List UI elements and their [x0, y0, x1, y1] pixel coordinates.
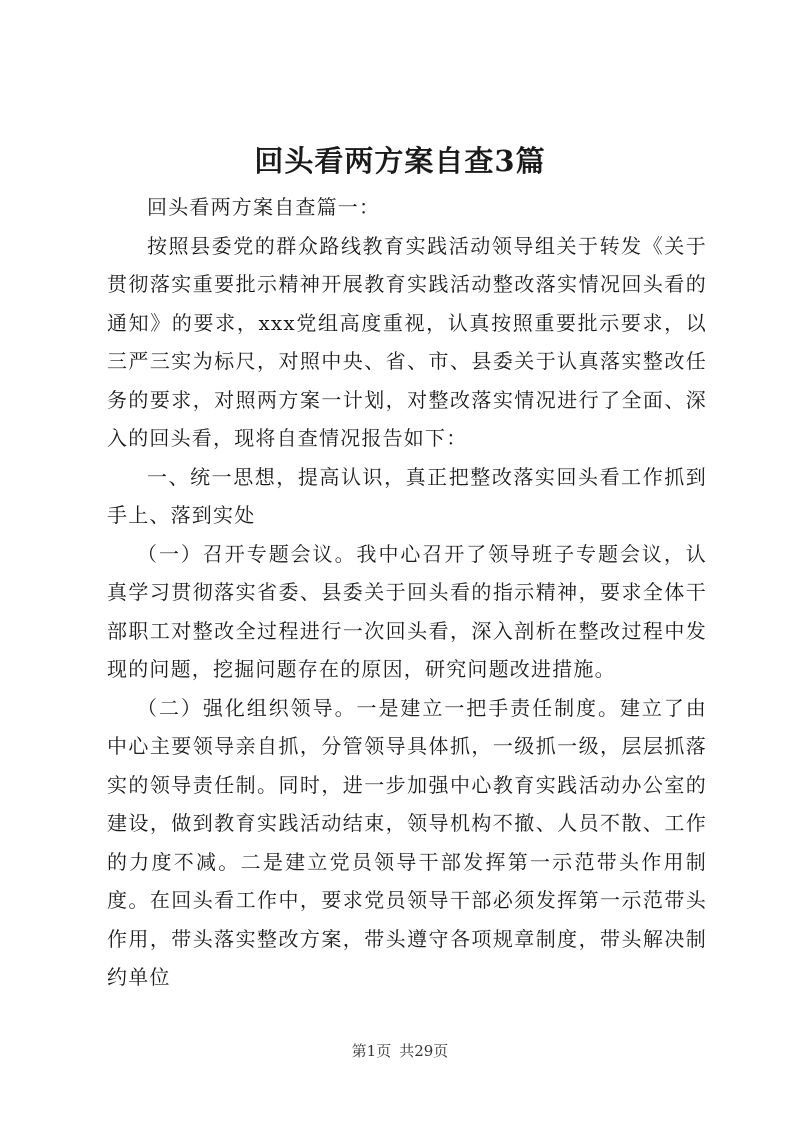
page-footer	[0, 1040, 800, 1061]
paragraph-heading: 回头看两方案自查篇一：	[147, 195, 381, 219]
page-total: 共29页	[399, 1042, 449, 1060]
paragraph-section-one: 一、统一思想，提高认识，真正把整改落实回头看工作抓到手上、落到实处	[107, 464, 707, 527]
page-number: 第1页	[351, 1042, 392, 1060]
paragraph-item-two: （二）强化组织领导。一是建立一把手责任制度。建立了由中心主要领导亲自抓，分管领导具体抓，一级抓一级，层层抓落实的领导责任制。同时，进一步加强中心教育实践活动办公室的建设，做到教育实践活动结束，领导机构不撤、人员不散、工作的力度不减。二是建立党员领导干部发挥第一示范带头作用制度。在回头看工作中，要求党员领导干部必须发挥第一示范带头作用，带头落实整改方案，带头遵守各项规章制度，带头解决制约单位	[107, 695, 707, 989]
document-body	[107, 188, 707, 997]
document-title: 回头看两方案自查3篇	[254, 144, 546, 178]
paragraph-intro: 按照县委党的群众路线教育实践活动领导组关于转发《关于贯彻落实重要批示精神开展教育实践活动整改落实情况回头看的通知》的要求，xxx党组高度重视，认真按照重要批示要求，以三严三实为标尺，对照中央、省、市、县委关于认真落实整改任务的要求，对照两方案一计划，对整改落实情况进行了全面、深入的回头看，现将自查情况报告如下：	[107, 233, 707, 450]
paragraph-item-one: （一）召开专题会议。我中心召开了领导班子专题会议，认真学习贯彻落实省委、县委关于回头看的指示精神，要求全体干部职工对整改全过程进行一次回头看，深入剖析在整改过程中发现的问题，挖掘问题存在的原因，研究问题改进措施。	[107, 541, 707, 681]
